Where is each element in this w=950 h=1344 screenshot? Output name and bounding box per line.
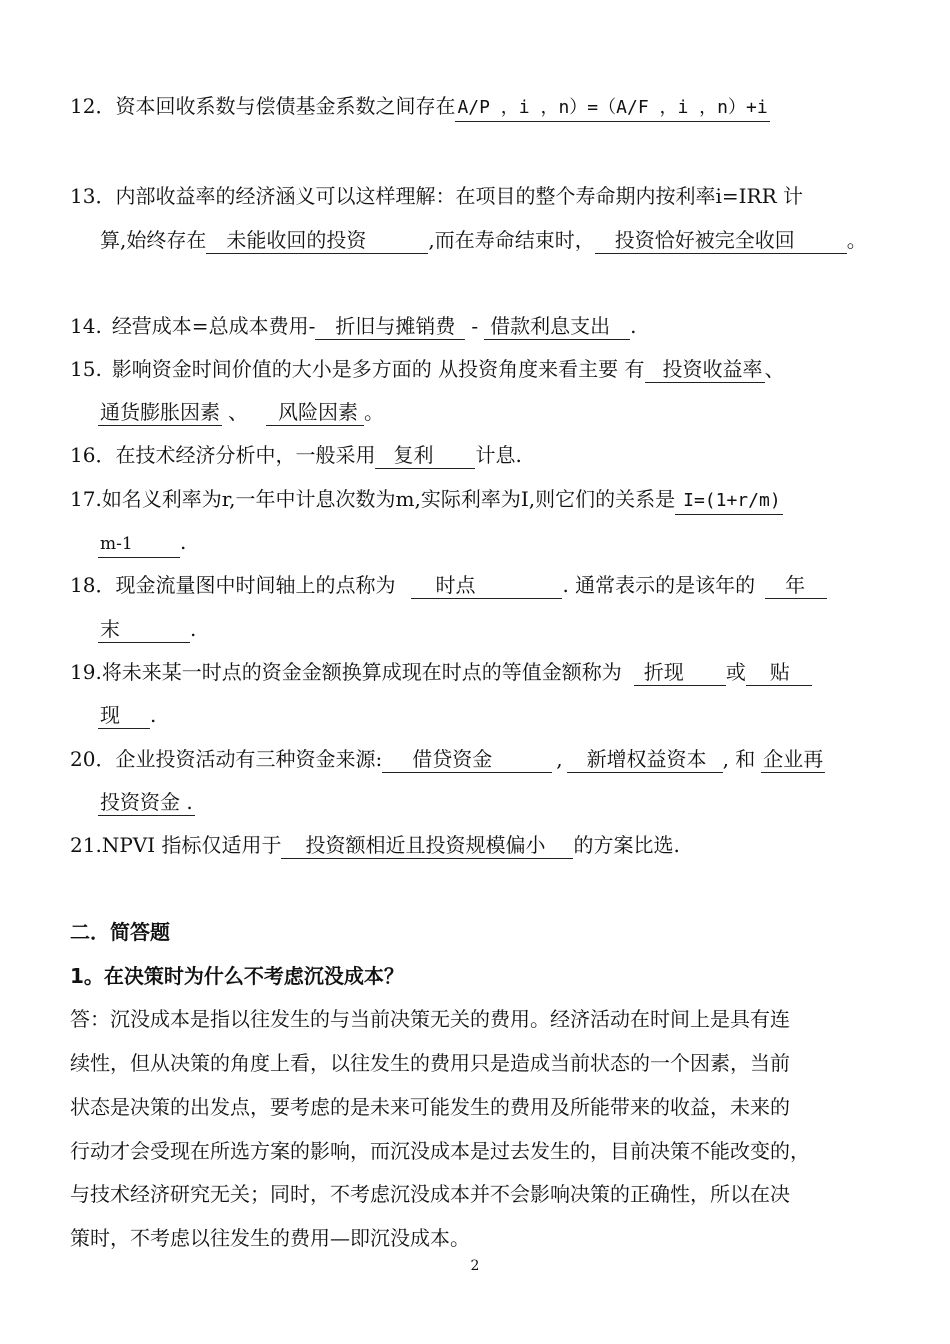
item-12: [70, 92, 770, 122]
answer-blank: m-1: [98, 531, 180, 558]
separator: 、: [764, 357, 785, 381]
answer-blank: 现: [98, 702, 150, 729]
item-number: 13．: [70, 184, 116, 208]
item-text: . 通常表示的是该年的: [562, 573, 756, 597]
answer-blank: 风险因素: [266, 399, 364, 426]
item-text: 将未来某一时点的资金金额换算成现在时点的等值金额称为: [101, 660, 622, 684]
answer-blank: 时点: [411, 572, 562, 599]
item-20-line-1: [70, 745, 825, 773]
item-text: 在技术经济分析中，一般采用: [115, 443, 376, 467]
item-number: 18．: [70, 573, 116, 597]
answer-blank: 投资额相近且投资规模偏小: [281, 832, 573, 859]
item-text: 如名义利率为r,一年中计息次数为m,实际利率为I,则它们的关系是: [101, 487, 676, 511]
answer-blank: A/P ，i ，n）=（A/F ，i ，n）+i: [455, 95, 769, 122]
item-15-line-1: [70, 355, 785, 383]
item-text: 的方案比选.: [573, 833, 680, 857]
answer-blank: 复利: [375, 442, 475, 469]
answer-line: 答：沉没成本是指以往发生的与当前决策无关的费用。经济活动在时间上是具有连: [70, 1007, 790, 1031]
item-21: [70, 831, 680, 859]
answer-blank: 折旧与摊销费: [315, 313, 465, 340]
answer-blank: 末: [98, 616, 190, 643]
item-text: 计息.: [475, 443, 522, 467]
punctuation: .: [150, 703, 157, 727]
separator: ,: [556, 747, 563, 771]
separator: 或: [725, 660, 746, 684]
item-text: NPVI 指标仅适用于: [101, 833, 282, 857]
answer-blank: 企业再: [763, 747, 824, 771]
answer-line: 与技术经济研究无关；同时，不考虑沉没成本并不会影响决策的正确性，所以在决: [70, 1182, 790, 1206]
answer-blank: 通货膨胀因素: [100, 400, 220, 424]
item-15-line-2: [98, 398, 384, 426]
item-text: 经营成本=总成本费用-: [111, 314, 316, 338]
item-13-line-1: [70, 182, 803, 210]
item-number: 14.: [70, 314, 102, 338]
item-19-line-1: [70, 658, 812, 686]
item-18-line-2: [98, 615, 196, 643]
item-number: 19.: [70, 660, 102, 684]
punctuation: 。: [846, 228, 867, 252]
answer-blank: 借款利息支出: [484, 313, 630, 340]
item-number: 15.: [70, 357, 102, 381]
answer-blank: 投资资金 .: [100, 790, 193, 814]
answer-blank: 新增权益资本: [567, 746, 723, 773]
item-text: 影响资金时间价值的大小是多方面的 从投资角度来看主要 有: [111, 357, 645, 381]
answer-blank: 年: [765, 572, 827, 599]
item-text: 现金流量图中时间轴上的点称为: [115, 573, 396, 597]
item-number: 12．: [70, 94, 116, 118]
section-heading: 二．简答题: [70, 920, 170, 944]
item-17-line-1: [70, 485, 783, 515]
answer-blank: 未能收回的投资: [206, 227, 428, 254]
separator: -: [471, 314, 479, 338]
item-text: 内部收益率的经济涵义可以这样理解：在项目的整个寿命期内按利率i=IRR 计: [115, 184, 803, 208]
answer-blank: 借贷资金: [382, 746, 552, 773]
answer-line: 行动才会受现在所选方案的影响，而沉没成本是过去发生的，目前决策不能改变的，: [70, 1139, 810, 1163]
item-text: 算,始终存在: [100, 228, 207, 252]
item-number: 21.: [70, 833, 102, 857]
item-20-line-2: [98, 788, 195, 816]
question-heading: 1。在决策时为什么不考虑沉没成本？: [70, 964, 404, 988]
item-number: 17.: [70, 487, 102, 511]
answer-blank: 折现: [634, 659, 726, 686]
item-14: [70, 312, 636, 340]
item-number: 20．: [70, 747, 116, 771]
item-18-line-1: [70, 571, 827, 599]
punctuation: 。: [364, 400, 384, 424]
separator: , 和: [722, 747, 756, 771]
item-16: [70, 441, 522, 469]
separator: 、: [228, 400, 248, 424]
item-13-line-2: [100, 226, 867, 254]
answer-blank: 贴: [746, 659, 812, 686]
item-17-line-2: [98, 528, 186, 558]
item-number: 16．: [70, 443, 116, 467]
answer-blank: 投资恰好被完全收回: [595, 227, 847, 254]
item-19-line-2: [98, 701, 156, 729]
punctuation: .: [630, 314, 637, 338]
punctuation: .: [190, 617, 197, 641]
page-number: 2: [470, 1258, 480, 1274]
answer-blank: 投资收益率: [645, 356, 765, 383]
answer-blank: I=(1+r/m): [675, 488, 783, 515]
answer-line: 策时，不考虑以往发生的费用—即沉没成本。: [70, 1226, 470, 1250]
item-text: 资本回收系数与偿债基金系数之间存在: [115, 94, 456, 118]
answer-line: 状态是决策的出发点，要考虑的是未来可能发生的费用及所能带来的收益，未来的: [70, 1095, 790, 1119]
item-text: ,而在寿命结束时，: [428, 228, 595, 252]
punctuation: .: [180, 530, 187, 554]
item-text: 企业投资活动有三种资金来源:: [115, 747, 383, 771]
answer-line: 续性，但从决策的角度上看，以往发生的费用只是造成当前状态的一个因素，当前: [70, 1051, 790, 1075]
